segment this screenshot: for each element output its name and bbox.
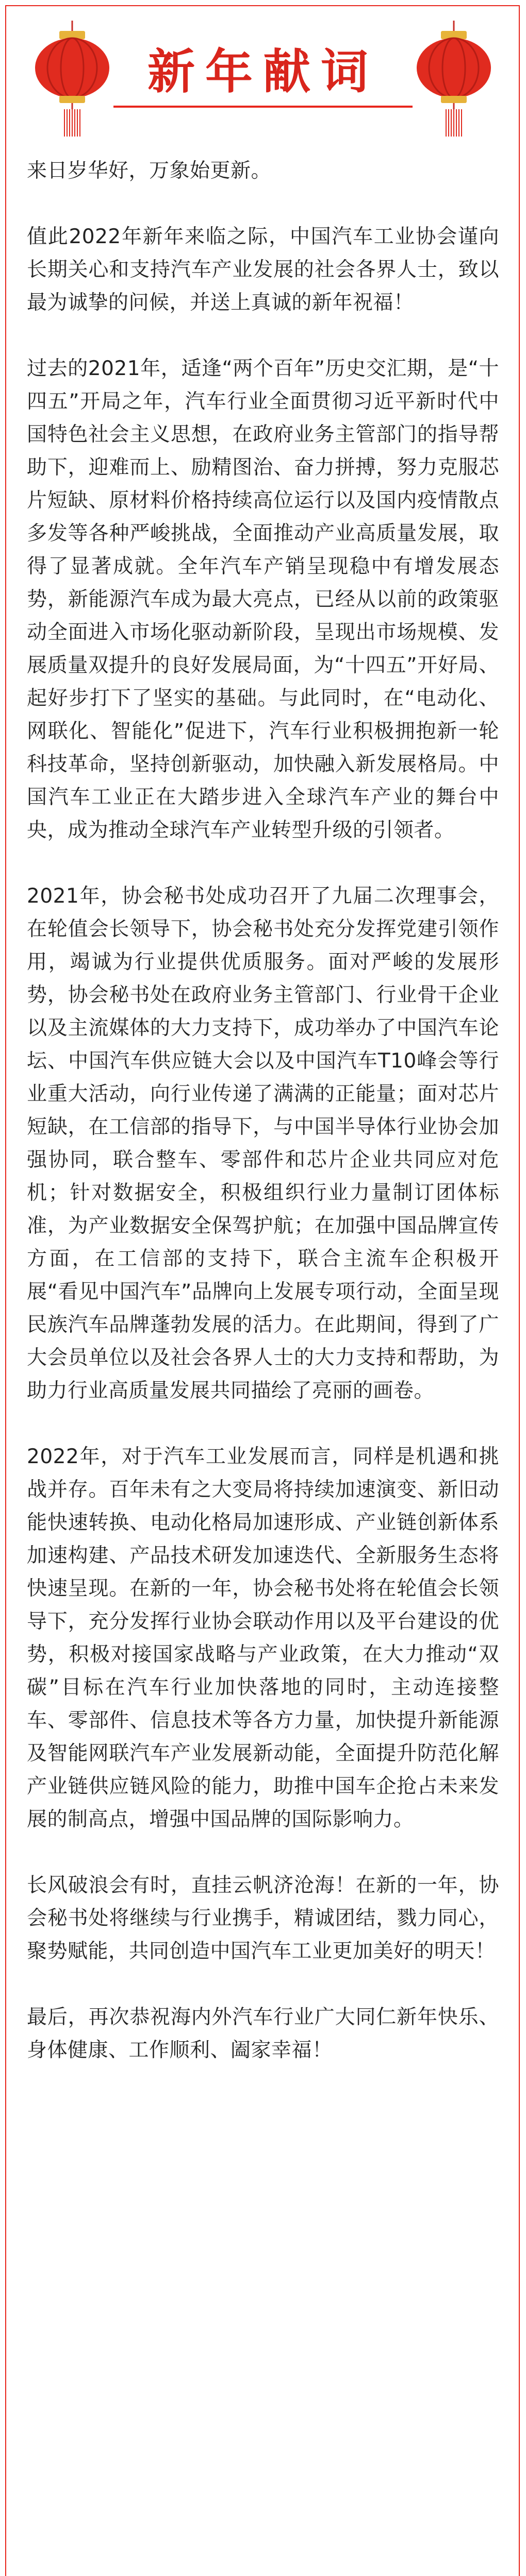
paragraph-closing-wish: 长风破浪会有时，直挂云帆济沧海！在新的一年，协会秘书处将继续与行业携手，精诚团结，戮力同心，聚势赋能，共同创造中国汽车工业更加美好的明天！	[27, 1874, 499, 1963]
paragraph-final-greeting: 最后，再次恭祝海内外汽车行业广大同仁新年快乐、身体健康、工作顺利、阖家幸福！	[27, 2006, 499, 2062]
paragraph-opening: 来日岁华好，万象始更新。	[27, 159, 272, 182]
page-title: 新年献词	[147, 44, 379, 99]
paragraph-association-work: 2021年，协会秘书处成功召开了九届二次理事会，在轮值会长领导下，协会秘书处充分发挥党建引领作用，竭诚为行业提供优质服务。面对严峻的发展形势，协会秘书处在政府业务主管部门、行业骨干企业以及主流媒体的大力支持下，成功举办了中国汽车论坛、中国汽车供应链大会以及中国汽车T10峰会等行业重大活动，向行业传递了满满的正能量；面对芯片短缺，在工信部的指导下，与中国半导体行业协会加强协同，联合整车、零部件和芯片企业共同应对危机；针对数据安全，积极组织行业力量制订团体标准，为产业数据安全保驾护航；在加强中国品牌宣传方面，在工信部的支持下，联合主流车企积极开展“看见中国汽车”品牌向上发展专项行动，全面呈现民族汽车品牌蓬勃发展的活力。在此期间，得到了广大会员单位以及社会各界人士的大力支持和帮助，为助力行业高质量发展共同描绘了亮丽的画卷。	[27, 885, 499, 1402]
paragraph-outlook-2022: 2022年，对于汽车工业发展而言，同样是机遇和挑战并存。百年未有之大变局将持续加速演变、新旧动能快速转换、电动化格局加速形成、产业链创新体系加速构建、产品技术研发加速迭代、全新服务生态将快速呈现。在新的一年，协会秘书处将在轮值会长领导下，充分发挥行业协会联动作用以及平台建设的优势，积极对接国家战略与产业政策，在大力推动“双碳”目标在汽车行业加快落地的同时，主动连接整车、零部件、信息技术等各方力量，加快提升新能源及智能网联汽车产业发展新动能，全面提升防范化解产业链供应链风险的能力，助推中国车企抢占未来发展的制高点，增强中国品牌的国际影响力。	[27, 1445, 499, 1831]
letter-body	[27, 155, 499, 2100]
title-divider	[113, 106, 413, 108]
paragraph-greeting: 值此2022年新年来临之际，中国汽车工业协会谨向长期关心和支持汽车产业发展的社会各界人士，致以最为诚挚的问候，并送上真诚的新年祝福！	[27, 225, 499, 314]
paragraph-review-2021: 过去的2021年，适逢“两个百年”历史交汇期，是“十四五”开局之年，汽车行业全面贯彻习近平新时代中国特色社会主义思想，在政府业务主管部门的指导帮助下，迎难而上、励精图治、奋力拼搏，努力克服芯片短缺、原材料价格持续高位运行以及国内疫情散点多发等各种严峻挑战，全面推动产业高质量发展，取得了显著成就。全年汽车产销呈现稳中有增发展态势，新能源汽车成为最大亮点，已经从以前的政策驱动全面进入市场化驱动新阶段，呈现出市场规模、发展质量双提升的良好发展局面，为“十四五”开好局、起好步打下了坚实的基础。与此同时，在“电动化、网联化、智能化”促进下，汽车行业积极拥抱新一轮科技革命，坚持创新驱动，加快融入新发展格局。中国汽车工业正在大踏步进入全球汽车产业的舞台中央，成为推动全球汽车产业转型升级的引领者。	[27, 357, 499, 842]
